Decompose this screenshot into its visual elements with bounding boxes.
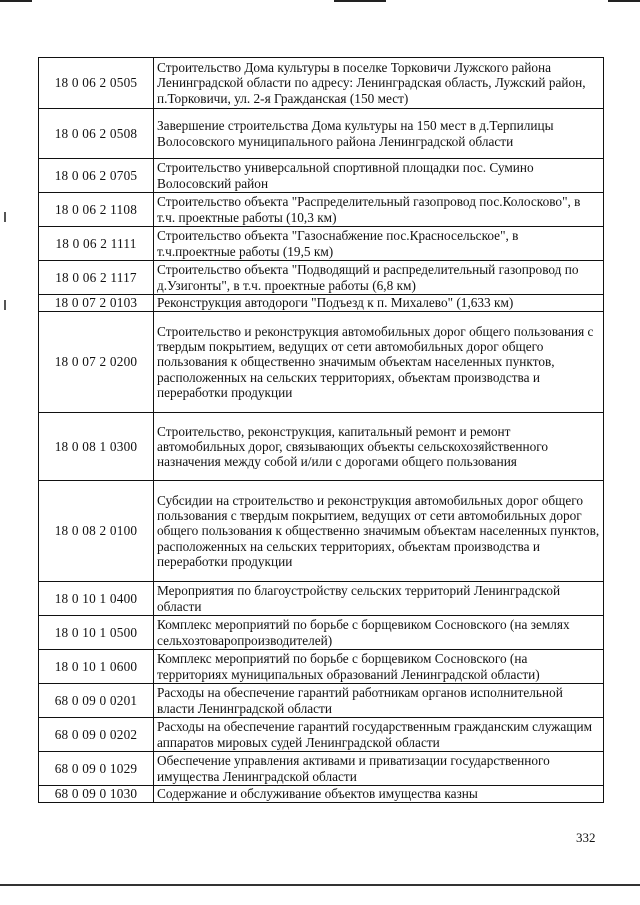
- table-row: [39, 227, 604, 261]
- table-row: [39, 718, 604, 752]
- row-code: 18 0 10 1 0400: [39, 582, 154, 616]
- row-code: 18 0 08 2 0100: [39, 481, 154, 582]
- row-code: 18 0 06 2 0508: [39, 109, 154, 159]
- row-description: Строительство объекта "Подводящий и распределительный газопровод по д.Узигонты", в т.ч. проектные работы (6,8 км): [154, 261, 604, 295]
- row-description: Строительство и реконструкция автомобильных дорог общего пользования с твердым покрытием, ведущих от сети автомобильных дорог общего пользования к общественно значимым объектам населенных пунктов, расположенных на сельских территориях, объектам производства и переработки продукции: [154, 312, 604, 413]
- row-code: 68 0 09 0 0202: [39, 718, 154, 752]
- table-row: [39, 616, 604, 650]
- row-code: 18 0 08 1 0300: [39, 413, 154, 481]
- table-row: [39, 786, 604, 803]
- table-row: [39, 295, 604, 312]
- row-code: 18 0 06 2 0705: [39, 159, 154, 193]
- row-description: Субсидии на строительство и реконструкция автомобильных дорог общего пользования с твердым покрытием, ведущих от сети автомобильных дорог общего пользования к общественно значимым объектам населенных пунктов, расположенных на сельских территориях, объектам производства и переработки продукции: [154, 481, 604, 582]
- row-description: Мероприятия по благоустройству сельских территорий Ленинградской области: [154, 582, 604, 616]
- row-code: 18 0 06 2 0505: [39, 58, 154, 109]
- page-number: 332: [576, 830, 596, 845]
- row-code: 18 0 07 2 0200: [39, 312, 154, 413]
- row-description: Комплекс мероприятий по борьбе с борщевиком Сосновского (на территориях муниципальных образований Ленинградской области): [154, 650, 604, 684]
- row-description: Строительство объекта "Распределительный газопровод пос.Колосково", в т.ч. проектные работы (10,3 км): [154, 193, 604, 227]
- row-code: 18 0 10 1 0600: [39, 650, 154, 684]
- row-description: Расходы на обеспечение гарантий работникам органов исполнительной власти Ленинградской области: [154, 684, 604, 718]
- table-row: [39, 413, 604, 481]
- table-row: [39, 481, 604, 582]
- row-description: Реконструкция автодороги "Подъезд к п. Михалево" (1,633 км): [154, 295, 604, 312]
- row-code: 68 0 09 0 1030: [39, 786, 154, 803]
- row-code: 68 0 09 0 0201: [39, 684, 154, 718]
- row-code: 18 0 06 2 1117: [39, 261, 154, 295]
- row-description: Строительство, реконструкция, капитальный ремонт и ремонт автомобильных дорог, связывающих объекты сельскохозяйственного назначения между собой и/или с дорогами общего пользования: [154, 413, 604, 481]
- table-row: [39, 159, 604, 193]
- table-row: [39, 261, 604, 295]
- scan-bottom-rule: [0, 884, 640, 886]
- table-row: [39, 312, 604, 413]
- row-code: 18 0 07 2 0103: [39, 295, 154, 312]
- table-row: [39, 684, 604, 718]
- table-row: [39, 193, 604, 227]
- table-row: [39, 109, 604, 159]
- row-description: Содержание и обслуживание объектов имущества казны: [154, 786, 604, 803]
- row-description: Строительство Дома культуры в поселке Торковичи Лужского района Ленинградской области по адресу: Ленинградская область, Лужский район, п.Торковичи, ул. 2-я Гражданская (150 мест): [154, 58, 604, 109]
- table-row: [39, 650, 604, 684]
- row-description: Строительство универсальной спортивной площадки пос. Сумино Волосовский район: [154, 159, 604, 193]
- row-code: 68 0 09 0 1029: [39, 752, 154, 786]
- row-description: Обеспечение управления активами и приватизации государственного имущества Ленинградской области: [154, 752, 604, 786]
- row-description: Строительство объекта "Газоснабжение пос.Красносельское", в т.ч.проектные работы (19,5 км): [154, 227, 604, 261]
- row-code: 18 0 06 2 1111: [39, 227, 154, 261]
- row-description: Расходы на обеспечение гарантий государственным гражданским служащим аппаратов мировых судей Ленинградской области: [154, 718, 604, 752]
- row-code: 18 0 06 2 1108: [39, 193, 154, 227]
- row-description: Комплекс мероприятий по борьбе с борщевиком Сосновского (на землях сельхозтоваропроизводителей): [154, 616, 604, 650]
- table-row: [39, 752, 604, 786]
- row-code: 18 0 10 1 0500: [39, 616, 154, 650]
- table-row: [39, 58, 604, 109]
- row-description: Завершение строительства Дома культуры на 150 мест в д.Терпилицы Волосовского муниципального района Ленинградской области: [154, 109, 604, 159]
- table-row: [39, 582, 604, 616]
- budget-codes-table: [38, 57, 604, 803]
